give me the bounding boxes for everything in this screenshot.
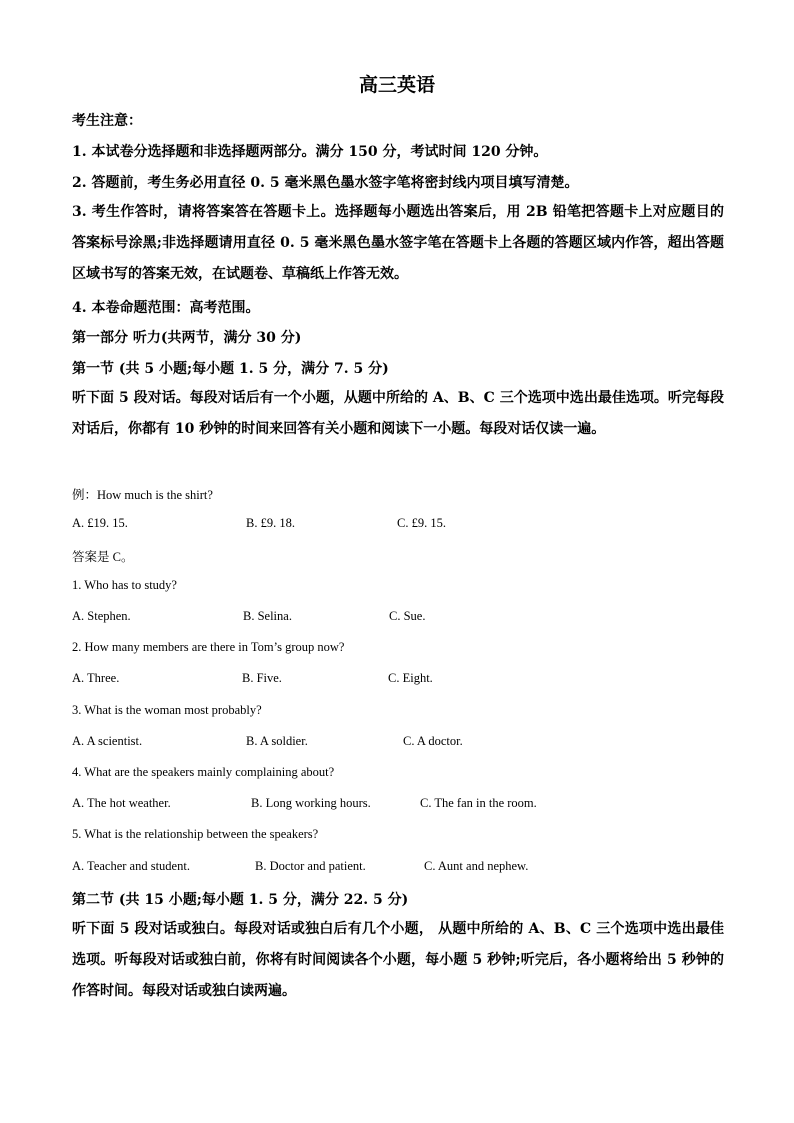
example-option-c: C. £9. 15. — [397, 516, 446, 530]
example-option-a: A. £19. 15. — [72, 516, 128, 530]
section1-instructions: 听下面 5 段对话。每段对话后有一个小题，从题中所给的 A、B、C 三个选项中选出最佳选项。听完每段对话后，你都有 10 秒钟的时间来回答有关小题和阅读下一小题。每段对话仅读一遍。 — [72, 390, 724, 437]
notice-item-1: 1. 本试卷分选择题和非选择题两部分。满分 150 分，考试时间 120 分钟。 — [72, 144, 548, 160]
q4-option-b: B. Long working hours. — [251, 796, 371, 810]
example-answer: 答案是 C。 — [72, 550, 134, 564]
q1-option-c: C. Sue. — [389, 609, 426, 623]
q5-option-b: B. Doctor and patient. — [255, 859, 366, 873]
section1-heading: 第一节 (共 5 小题;每小题 1. 5 分，满分 7. 5 分) — [72, 361, 389, 377]
question-3: 3. What is the woman most probably? — [72, 703, 262, 717]
page-title: 高三英语 — [358, 74, 435, 96]
q3-option-b: B. A soldier. — [246, 734, 308, 748]
q1-option-b: B. Selina. — [243, 609, 292, 623]
q2-option-a: A. Three. — [72, 671, 120, 685]
q3-option-a: A. A scientist. — [72, 734, 143, 748]
q1-option-a: A. Stephen. — [72, 609, 131, 623]
q4-option-a: A. The hot weather. — [72, 796, 171, 810]
notice-heading: 考生注意： — [72, 113, 142, 129]
q5-option-c: C. Aunt and nephew. — [424, 859, 529, 873]
q3-option-c: C. A doctor. — [403, 734, 463, 748]
q5-option-a: A. Teacher and student. — [72, 859, 190, 873]
notice-item-3: 3. 考生作答时，请将答案答在答题卡上。选择题每小题选出答案后，用 2B 铅笔把答题卡上对应题目的答案标号涂黑;非选择题请用直径 0. 5 毫米黑色墨水签字笔在答题卡上各题的答题区域内作答，超出答题区域书写的答案无效，在试题卷、草稿纸上作答无效。 — [72, 204, 724, 282]
question-2: 2. How many members are there in Tom’s group now? — [72, 640, 345, 654]
notice-item-2: 2. 答题前，考生务必用直径 0. 5 毫米黑色墨水签字笔将密封线内项目填写清楚。 — [72, 175, 579, 191]
section2-heading: 第二节 (共 15 小题;每小题 1. 5 分，满分 22. 5 分) — [72, 892, 409, 908]
notice-item-4: 4. 本卷命题范围：高考范围。 — [72, 300, 260, 316]
q2-option-b: B. Five. — [242, 671, 282, 685]
example-option-b: B. £9. 18. — [246, 516, 295, 530]
example-question: 例：How much is the shirt? — [72, 488, 213, 502]
question-4: 4. What are the speakers mainly complaining about? — [72, 765, 335, 779]
section2-instructions: 听下面 5 段对话或独白。每段对话或独白后有几个小题， 从题中所给的 A、B、C 三个选项中选出最佳选项。听每段对话或独白前，你将有时间阅读各个小题，每小题 5 秒钟;听完后，各小题将给出 5 秒钟的作答时间。每段对话或独白读两遍。 — [72, 921, 724, 999]
part1-heading: 第一部分 听力(共两节，满分 30 分) — [72, 330, 302, 346]
question-5: 5. What is the relationship between the speakers? — [72, 827, 319, 841]
q4-option-c: C. The fan in the room. — [420, 796, 537, 810]
question-1: 1. Who has to study? — [72, 578, 177, 592]
q2-option-c: C. Eight. — [388, 671, 433, 685]
